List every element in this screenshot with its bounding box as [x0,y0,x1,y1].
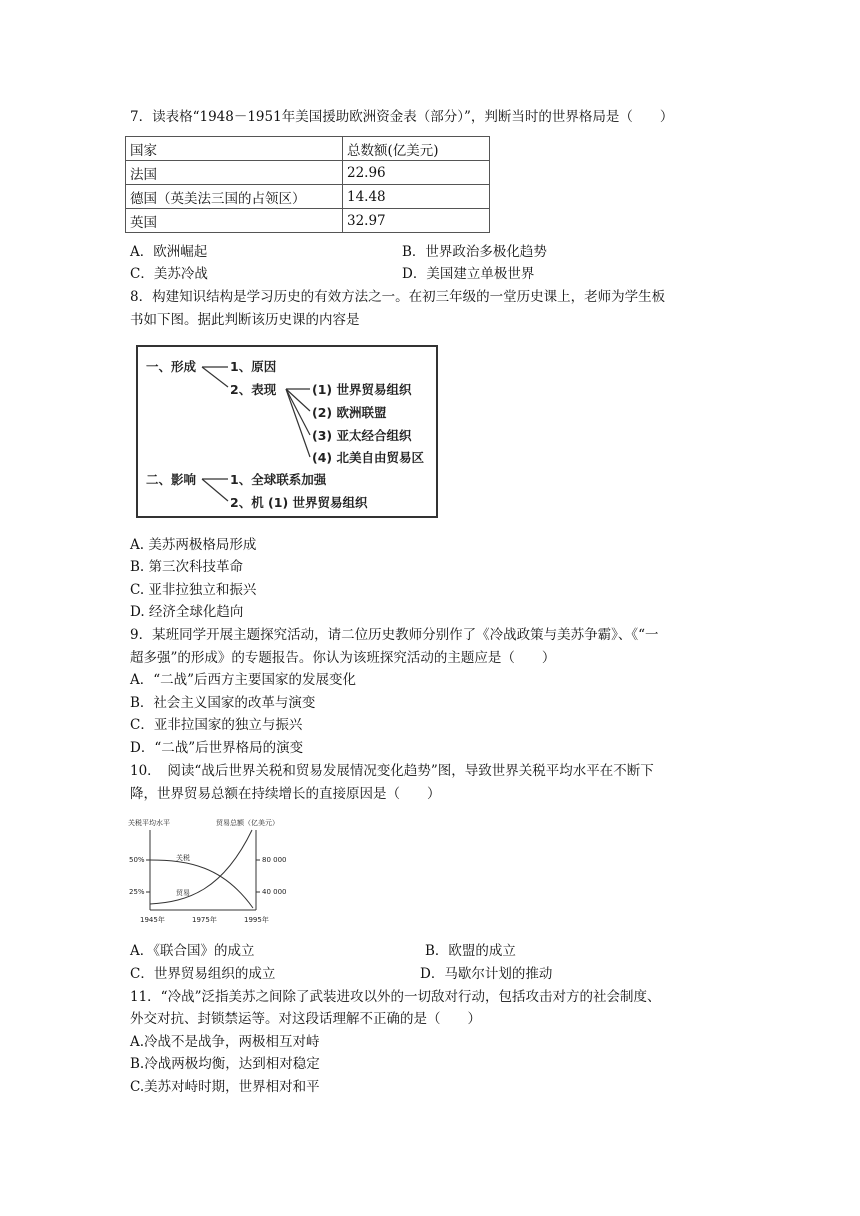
chart-lines [128,818,298,926]
table-cell: 法国 [126,161,343,185]
q8-option-b: B. 第三次科技革命 [130,559,244,575]
board-item-manifest: 2、表现 [230,382,277,397]
table-header-cell: 总数额(亿美元) [343,137,490,161]
q8-option-d: D. 经济全球化趋向 [130,604,244,620]
table-row [126,161,490,185]
q9-option-c: C．亚非拉国家的独立与振兴 [130,717,303,733]
q11-option-b: B.冷战两极均衡，达到相对稳定 [130,1056,320,1072]
q11-option-a: A.冷战不是战争，两极相互对峙 [130,1034,320,1050]
q7-option-b: B．世界政治多极化趋势 [402,244,547,260]
table-cell: 32.97 [343,209,490,233]
table-cell: 14.48 [343,185,490,209]
q8-stem-line1: 8．构建知识结构是学习历史的有效方法之一。在初三年级的一堂历史课上，老师为学生板 [130,289,666,305]
board-section-2: 二、影响 [146,472,197,487]
board-subitem-eu: (2) 欧洲联盟 [312,405,387,420]
q9-stem-line1: 9．某班同学开展主题探究活动，请二位历史教师分别作了《冷战政策与美苏争霸》、《“一 [130,627,659,643]
q10-option-b: B．欧盟的成立 [425,943,516,959]
q11-option-c: C.美苏对峙时期，世界相对和平 [130,1079,320,1095]
q7-option-d: D．美国建立单极世界 [402,266,535,282]
left-tick-label: 25% [129,888,145,896]
right-axis-label: 贸易总额（亿美元） [216,819,279,827]
table-cell: 22.96 [343,161,490,185]
trade-series-label: 贸易 [176,889,190,897]
x-tick-label: 1975年 [192,916,217,924]
q11-stem-line1: 11．“冷战”泛指美苏之间除了武装进攻以外的一切敌对行动，包括攻击对方的社会制度、 [130,989,661,1005]
q8-stem-line2: 书如下图。据此判断该历史课的内容是 [130,312,360,328]
left-axis-label: 关税平均水平 [128,819,170,827]
board-item-mechanism: 2、机 (1) 世界贸易组织 [230,495,368,510]
q11-stem-line2: 外交对抗、封锁禁运等。对这段话理解不正确的是（ ） [130,1011,481,1027]
q7-option-a: A．欧洲崛起 [130,244,208,260]
aid-table [125,136,490,233]
x-tick-label: 1945年 [140,916,165,924]
table-header-cell: 国家 [126,137,343,161]
q10-stem-line2: 降，世界贸易总额在持续增长的直接原因是（ ） [130,786,441,802]
board-item-global-links: 1、全球联系加强 [230,472,327,487]
right-tick-label: 40 000 [262,888,287,896]
table-row [126,185,490,209]
q7-option-c: C．美苏冷战 [130,266,208,282]
q8-option-a: A. 美苏两极格局形成 [130,537,257,553]
table-row [126,209,490,233]
left-tick-label: 50% [129,856,145,864]
tariff-series-label: 关税 [176,854,190,862]
q10-option-d: D．马歇尔计划的推动 [420,966,553,982]
board-section-1: 一、形成 [146,359,197,374]
board-item-reason: 1、原因 [230,359,277,374]
table-cell: 英国 [126,209,343,233]
board-subitem-wto: (1) 世界贸易组织 [312,382,412,397]
tariff-curve [150,860,253,908]
q9-option-a: A．“二战”后西方主要国家的发展变化 [130,672,357,688]
board-subitem-apec: (3) 亚太经合组织 [312,428,412,443]
table-header-row [126,137,490,161]
right-tick-label: 80 000 [262,856,287,864]
tariff-trade-trend-chart [128,818,298,926]
q10-option-a: A．《联合国》的成立 [130,943,255,959]
q9-option-d: D．“二战”后世界格局的演变 [130,740,304,756]
blackboard-diagram [136,345,438,518]
q7-stem: 7．读表格“1948－1951年美国援助欧洲资金表（部分）”，判断当时的世界格局是（ ） [130,109,674,125]
q10-stem-line1: 10． 阅读“战后世界关税和贸易发展情况变化趋势”图，导致世界关税平均水平在不断下 [130,763,654,779]
x-tick-label: 1995年 [244,916,269,924]
q9-stem-line2: 超多强”的形成》的专题报告。你认为该班探究活动的主题应是（ ） [130,650,556,666]
q10-option-c: C．世界贸易组织的成立 [130,966,276,982]
q9-option-b: B．社会主义国家的改革与演变 [130,695,316,711]
q8-option-c: C. 亚非拉独立和振兴 [130,582,257,598]
board-subitem-nafta: (4) 北美自由贸易区 [312,450,424,465]
table-cell: 德国（英美法三国的占领区） [126,185,343,209]
